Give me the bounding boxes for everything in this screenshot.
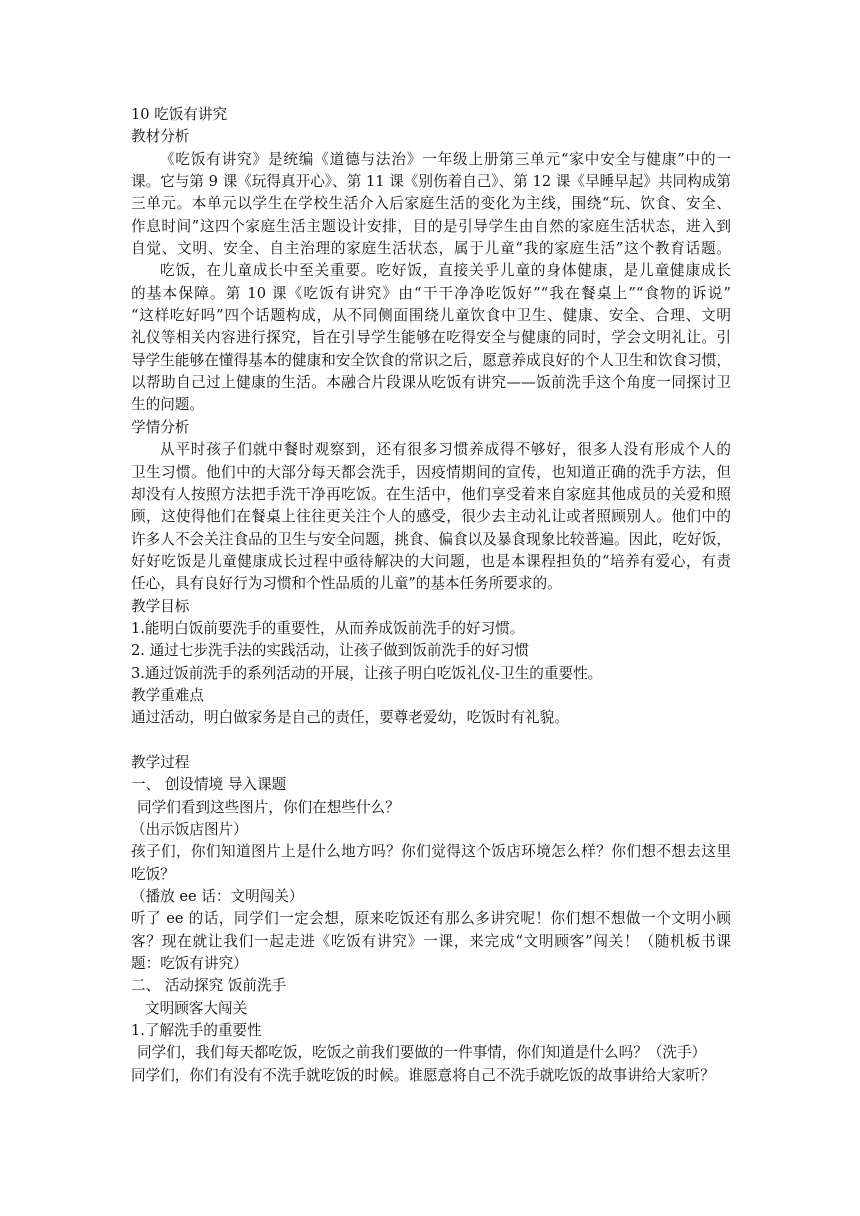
text-line: 三单元。本单元以学生在学校生活介入后家庭生活的变化为主线，围绕“玩、饮食、安全、 [131, 195, 731, 213]
text-line: 生的问题。 [131, 396, 204, 414]
text-line: 礼仪等相关内容进行探究，旨在引导学生能够在吃得安全与健康的同时，学会文明礼让。引 [131, 329, 731, 347]
text-line: 吃饭？ [131, 865, 175, 883]
goal-item: 3.通过饭前洗手的系列活动的开展，让孩子明白吃饭礼仪-卫生的重要性。 [131, 664, 603, 682]
step1-heading: 一、 创设情境 导入课题 [131, 776, 287, 794]
text-line: 作息时间”这四个家庭生活主题设计安排，目的是引导学生由自然的家庭生活状态，进入到 [131, 217, 731, 235]
text-line: 同学们，你们有没有不洗手就吃饭的时候。谁愿意将自己不洗手就吃饭的故事讲给大家听？ [131, 1066, 715, 1084]
text-line: 卫生习惯。他们中的大部分每天都会洗手，因疫情期间的宣传，也知道正确的洗手方法，但 [131, 463, 731, 481]
step2-subheading: 文明顾客大闯关 [145, 999, 248, 1017]
text-line: 同学们，我们每天都吃饭，吃饭之前我们要做的一件事情，你们知道是什么吗？（洗手） [137, 1044, 707, 1062]
text-line: “这样吃好吗”四个话题构成，从不同侧面围绕儿童饮食中卫生、健康、安全、合理、文明 [131, 307, 731, 325]
goal-item: 1.能明白饭前要洗手的重要性，从而养成饭前洗手的好习惯。 [131, 619, 525, 637]
blank-line [131, 730, 731, 752]
step1-content [131, 797, 731, 976]
text-line: 吃饭，在儿童成长中至关重要。吃好饭，直接关乎儿童的身体健康，是儿童健康成长 [160, 262, 731, 280]
text-line: 许多人不会关注食品的卫生与安全问题，挑食、偏食以及暴食现象比较普遍。因此，吃好饭， [131, 530, 731, 548]
section-heading-process: 教学过程 [131, 753, 190, 771]
text-line: 却没有人按照方法把手洗干净再吃饭。在生活中，他们享受着来自家庭其他成员的关爱和照 [131, 485, 731, 503]
text-line: 同学们看到这些图片，你们在想些什么？ [137, 798, 400, 816]
section-heading-keypoints: 教学重难点 [131, 686, 204, 704]
document-body [131, 104, 731, 1087]
keypoints-text: 通过活动，明白做家务是自己的责任，要尊老爱幼，吃饭时有礼貌。 [131, 709, 569, 727]
goal-item: 2. 通过七步洗手法的实践活动，让孩子做到饭前洗手的好习惯 [131, 642, 530, 660]
text-line: 任心，具有良好行为习惯和个性品质的儿童”的基本任务所要求的。 [131, 575, 562, 593]
text-line: 课。它与第 9 课《玩得真开心》、第 11 课《别伤着自己》、第 12 课《早睡早起》共同构成第 [131, 173, 731, 191]
text-line: 客？现在就让我们一起走进《吃饭有讲究》一课，来完成“文明顾客”闯关！（随机板书课 [131, 932, 731, 950]
text-line: 从平时孩子们就中餐时观察到，还有很多习惯养成得不够好，很多人没有形成个人的 [160, 441, 731, 459]
textbook-analysis [131, 149, 731, 417]
student-analysis [131, 439, 731, 595]
text-line: 顾，这使得他们在餐桌上往往更关注个人的感受，很少去主动礼让或者照顾别人。他们中的 [131, 508, 731, 526]
text-line: 以帮助自己过上健康的生活。本融合片段课从吃饭有讲究——饭前洗手这个角度一同探讨卫 [131, 374, 731, 392]
text-line: （出示饭店图片） [131, 821, 248, 838]
step2-content [131, 1042, 731, 1087]
teaching-goals [131, 618, 731, 685]
section-heading-goals: 教学目标 [131, 597, 190, 615]
text-line: 题：吃饭有讲究） [131, 955, 248, 973]
text-line: 导学生能够在懂得基本的健康和安全饮食的常识之后，愿意养成良好的个人卫生和饮食习惯， [131, 351, 731, 369]
text-line: 的基本保障。第 10 课《吃饭有讲究》由“干干净净吃饭好”“我在餐桌上”“食物的诉说” [131, 284, 731, 302]
text-line: 孩子们，你们知道图片上是什么地方吗？你们觉得这个饭店环境怎么样？你们想不想去这里 [131, 843, 731, 861]
section-heading-students: 学情分析 [131, 418, 190, 436]
text-line: 好好吃饭是儿童健康成长过程中亟待解决的大问题，也是本课程担负的“培养有爱心，有责 [131, 552, 731, 570]
text-line: 《吃饭有讲究》是统编《道德与法治》一年级上册第三单元“家中安全与健康”中的一 [160, 150, 731, 168]
step2-heading: 二、 活动探究 饭前洗手 [131, 977, 287, 995]
text-line: （播放 ee 话：文明闯关） [131, 888, 304, 906]
text-line: 听了 ee 的话，同学们一定会想，原来吃饭还有那么多讲究呢！你们想不想做一个文明小顾 [131, 910, 731, 928]
section-heading-textbook: 教材分析 [131, 128, 190, 146]
lesson-title: 10 吃饭有讲究 [131, 106, 228, 123]
text-line: 自觉、文明、安全、自主治理的家庭生活状态，属于儿童“我的家庭生活”这个教育话题。 [131, 240, 731, 258]
step2-item-heading: 1.了解洗手的重要性 [131, 1022, 262, 1040]
